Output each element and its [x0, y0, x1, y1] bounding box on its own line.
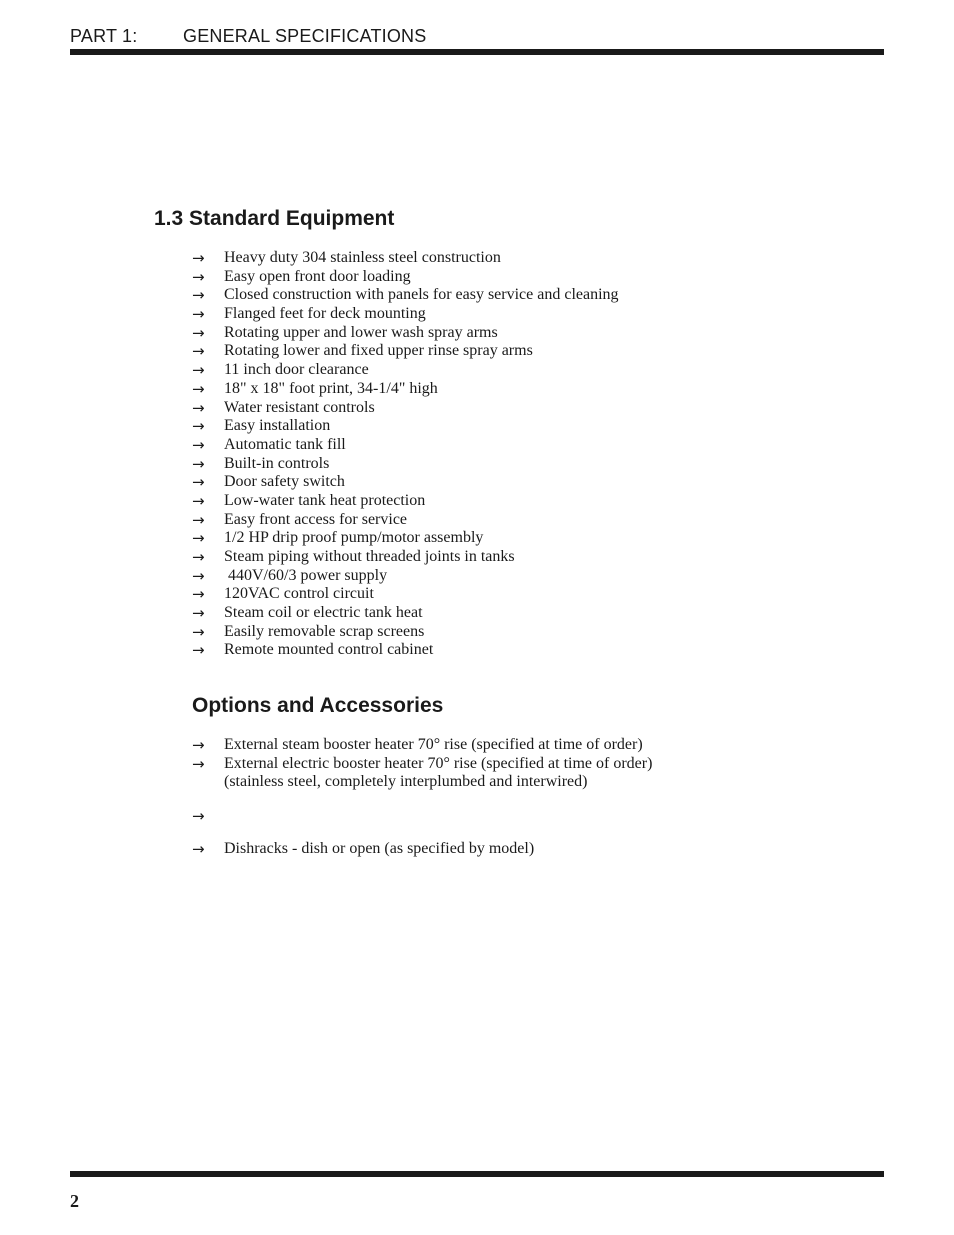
option-item-text: External steam booster heater 70° rise (specified at time of order) [224, 736, 643, 753]
list-item-text: 18" x 18" foot print, 34-1/4" high [224, 379, 438, 397]
arrow-icon: → [192, 566, 205, 585]
arrow-icon: → [192, 286, 205, 305]
arrow-icon: → [192, 548, 205, 566]
arrow-icon: → [192, 435, 205, 454]
arrow-icon: → [192, 622, 205, 641]
header-section-title: GENERAL SPECIFICATIONS [183, 26, 427, 46]
arrow-icon: → [192, 736, 205, 754]
arrow-icon: → [192, 379, 205, 398]
list-item-text: Built-in controls [224, 454, 330, 472]
list-item-text: Easy open front door loading [224, 267, 411, 285]
arrow-icon: → [192, 249, 205, 267]
options-accessories-heading: Options and Accessories [192, 694, 444, 717]
list-item-text: 120VAC control circuit [224, 585, 374, 603]
footer-rule [70, 1171, 884, 1177]
arrow-icon: → [192, 755, 205, 773]
list-item-text: Heavy duty 304 stainless steel construction [224, 249, 501, 266]
arrow-icon: → [192, 398, 205, 417]
header-rule [70, 49, 884, 55]
arrow-icon: → [192, 473, 205, 492]
list-item-text: Closed construction with panels for easy service and cleaning [224, 286, 619, 304]
list-item-text: 440V/60/3 power supply [224, 566, 388, 584]
header-part-label: PART 1: [70, 26, 138, 46]
arrow-icon: → [192, 807, 205, 825]
arrow-icon: → [192, 323, 205, 342]
option-item-text: Dishracks - dish or open (as specified by model) [224, 840, 535, 857]
arrow-icon: → [192, 641, 205, 660]
standard-equipment-heading: 1.3 Standard Equipment [154, 207, 395, 230]
arrow-icon: → [192, 267, 205, 286]
list-item-text: Remote mounted control cabinet [224, 641, 434, 659]
list-item-text: Low-water tank heat protection [224, 491, 426, 509]
arrow-icon: → [192, 417, 205, 436]
page-number: 2 [70, 1191, 79, 1211]
arrow-icon: → [192, 342, 205, 361]
arrow-icon: → [192, 529, 205, 548]
arrow-icon: → [192, 454, 205, 473]
list-item-text: 1/2 HP drip proof pump/motor assembly [224, 529, 484, 547]
arrow-icon: → [192, 604, 205, 623]
list-item-text: Easily removable scrap screens [224, 622, 425, 640]
arrow-icon: → [192, 491, 205, 510]
list-item-text: 11 inch door clearance [224, 361, 369, 379]
list-item-text: Door safety switch [224, 473, 345, 491]
option-item-continuation: (stainless steel, completely interplumbed and interwired) [224, 773, 588, 790]
list-item-text: Rotating upper and lower wash spray arms [224, 323, 498, 341]
list-item-text: Flanged feet for deck mounting [224, 305, 426, 323]
list-item-text: Rotating lower and fixed upper rinse spray arms [224, 342, 533, 360]
option-item-text: External electric booster heater 70° rise (specified at time of order) [224, 755, 653, 772]
list-item-text: Steam piping without threaded joints in tanks [224, 548, 515, 565]
arrow-icon: → [192, 510, 205, 529]
list-item-text: Automatic tank fill [224, 435, 346, 453]
arrow-icon: → [192, 840, 205, 858]
list-item-text: Steam coil or electric tank heat [224, 604, 423, 622]
arrow-icon: → [192, 305, 205, 324]
list-item-text: Water resistant controls [224, 398, 375, 416]
arrow-icon: → [192, 585, 205, 604]
arrow-icon: → [192, 361, 205, 380]
list-item-text: Easy installation [224, 417, 331, 435]
list-item-text: Easy front access for service [224, 510, 408, 528]
